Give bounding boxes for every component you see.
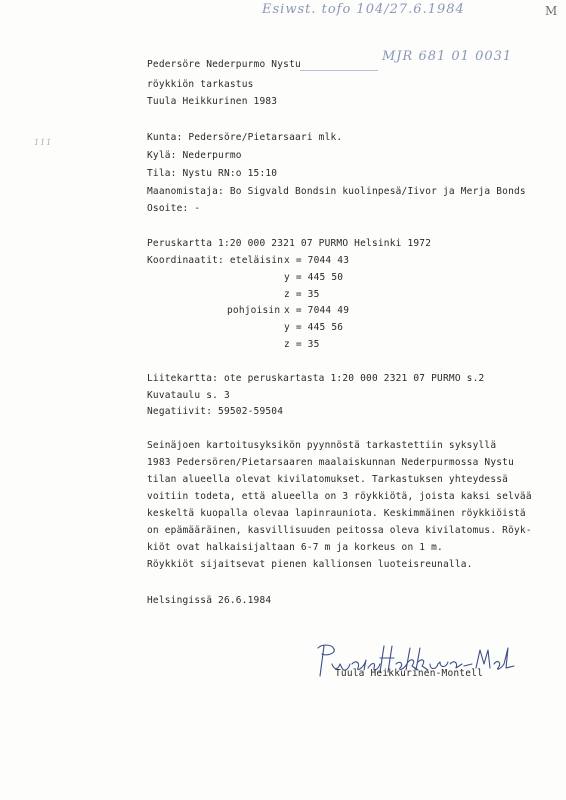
coord-south-y: y = 445 50 xyxy=(284,272,344,283)
header-author: Tuula Heikkurinen 1983 xyxy=(147,96,278,107)
header-strike-line xyxy=(300,70,378,71)
place-date: Helsingissä 26.6.1984 xyxy=(147,595,272,606)
map-reference: Peruskartta 1:20 000 2321 07 PURMO Helsinki 1972 xyxy=(147,238,432,249)
body-line-3: tilan alueella olevat kivilatomukset. Tarkastuksen yhteydessä xyxy=(147,474,509,485)
body-line-6: on epämääräinen, kasvillisuuden peitossa oleva kivilatomus. Röyk- xyxy=(147,525,532,536)
body-line-1: Seinäjoen kartoitusyksikön pyynnöstä tarkastettiin syksyllä xyxy=(147,440,497,451)
archive-stamp-note: Esiwst. tofo 104/27.6.1984 xyxy=(262,2,465,17)
body-line-4: voitiin todeta, että alueella on 3 röykkiötä, joista kaksi selvää xyxy=(147,491,532,502)
header-title: Pedersöre Nederpurmo Nystu xyxy=(147,59,301,70)
field-kunta: Kunta: Pedersöre/Pietarsaari mlk. xyxy=(147,132,343,143)
body-line-7: kiöt ovat halkaisijaltaan 6-7 m ja korkeus on 1 m. xyxy=(147,542,443,553)
attachment-negatives: Negatiivit: 59502-59504 xyxy=(147,406,284,417)
field-maanomistaja: Maanomistaja: Bo Sigvald Bondsin kuolinpesä/Iivor ja Merja Bonds xyxy=(147,186,526,197)
header-subtitle: röykkiön tarkastus xyxy=(147,79,254,90)
coord-north-y: y = 445 56 xyxy=(284,322,344,333)
attachment-plates: Kuvataulu s. 3 xyxy=(147,390,230,401)
corner-mark: M xyxy=(545,4,559,18)
signature-typed-name: Tuula Heikkurinen-Montell xyxy=(335,668,483,679)
field-tila: Tila: Nystu RN:o 15:10 xyxy=(147,168,278,179)
field-kyla: Kylä: Nederpurmo xyxy=(147,150,242,161)
field-osoite: Osoite: - xyxy=(147,203,201,214)
coord-south-x: x = 7044 43 xyxy=(284,255,350,266)
body-line-8: Röykkiöt sijaitsevat pienen kallionsen luoteisreunalla. xyxy=(147,559,473,570)
header-handwritten-code: MJR 681 01 0031 xyxy=(382,49,513,64)
body-line-5: keskeltä kuopalla olevaa lapinrauniota. Keskimmäinen röykkiöistä xyxy=(147,508,526,519)
coord-north-z: z = 35 xyxy=(284,339,320,350)
body-line-2: 1983 Pedersören/Pietarsaaren maalaiskunnan Nederpurmossa Nystu xyxy=(147,457,515,468)
coord-south-z: z = 35 xyxy=(284,289,320,300)
coordinates-label: Koordinaatit: eteläisin xyxy=(147,255,284,266)
margin-note: 111 xyxy=(34,138,53,147)
coord-north-x: x = 7044 49 xyxy=(284,305,350,316)
coord-north-label: pohjoisin xyxy=(227,305,281,316)
attachment-map: Liitekartta: ote peruskartasta 1:20 000 2321 07 PURMO s.2 xyxy=(147,373,485,384)
